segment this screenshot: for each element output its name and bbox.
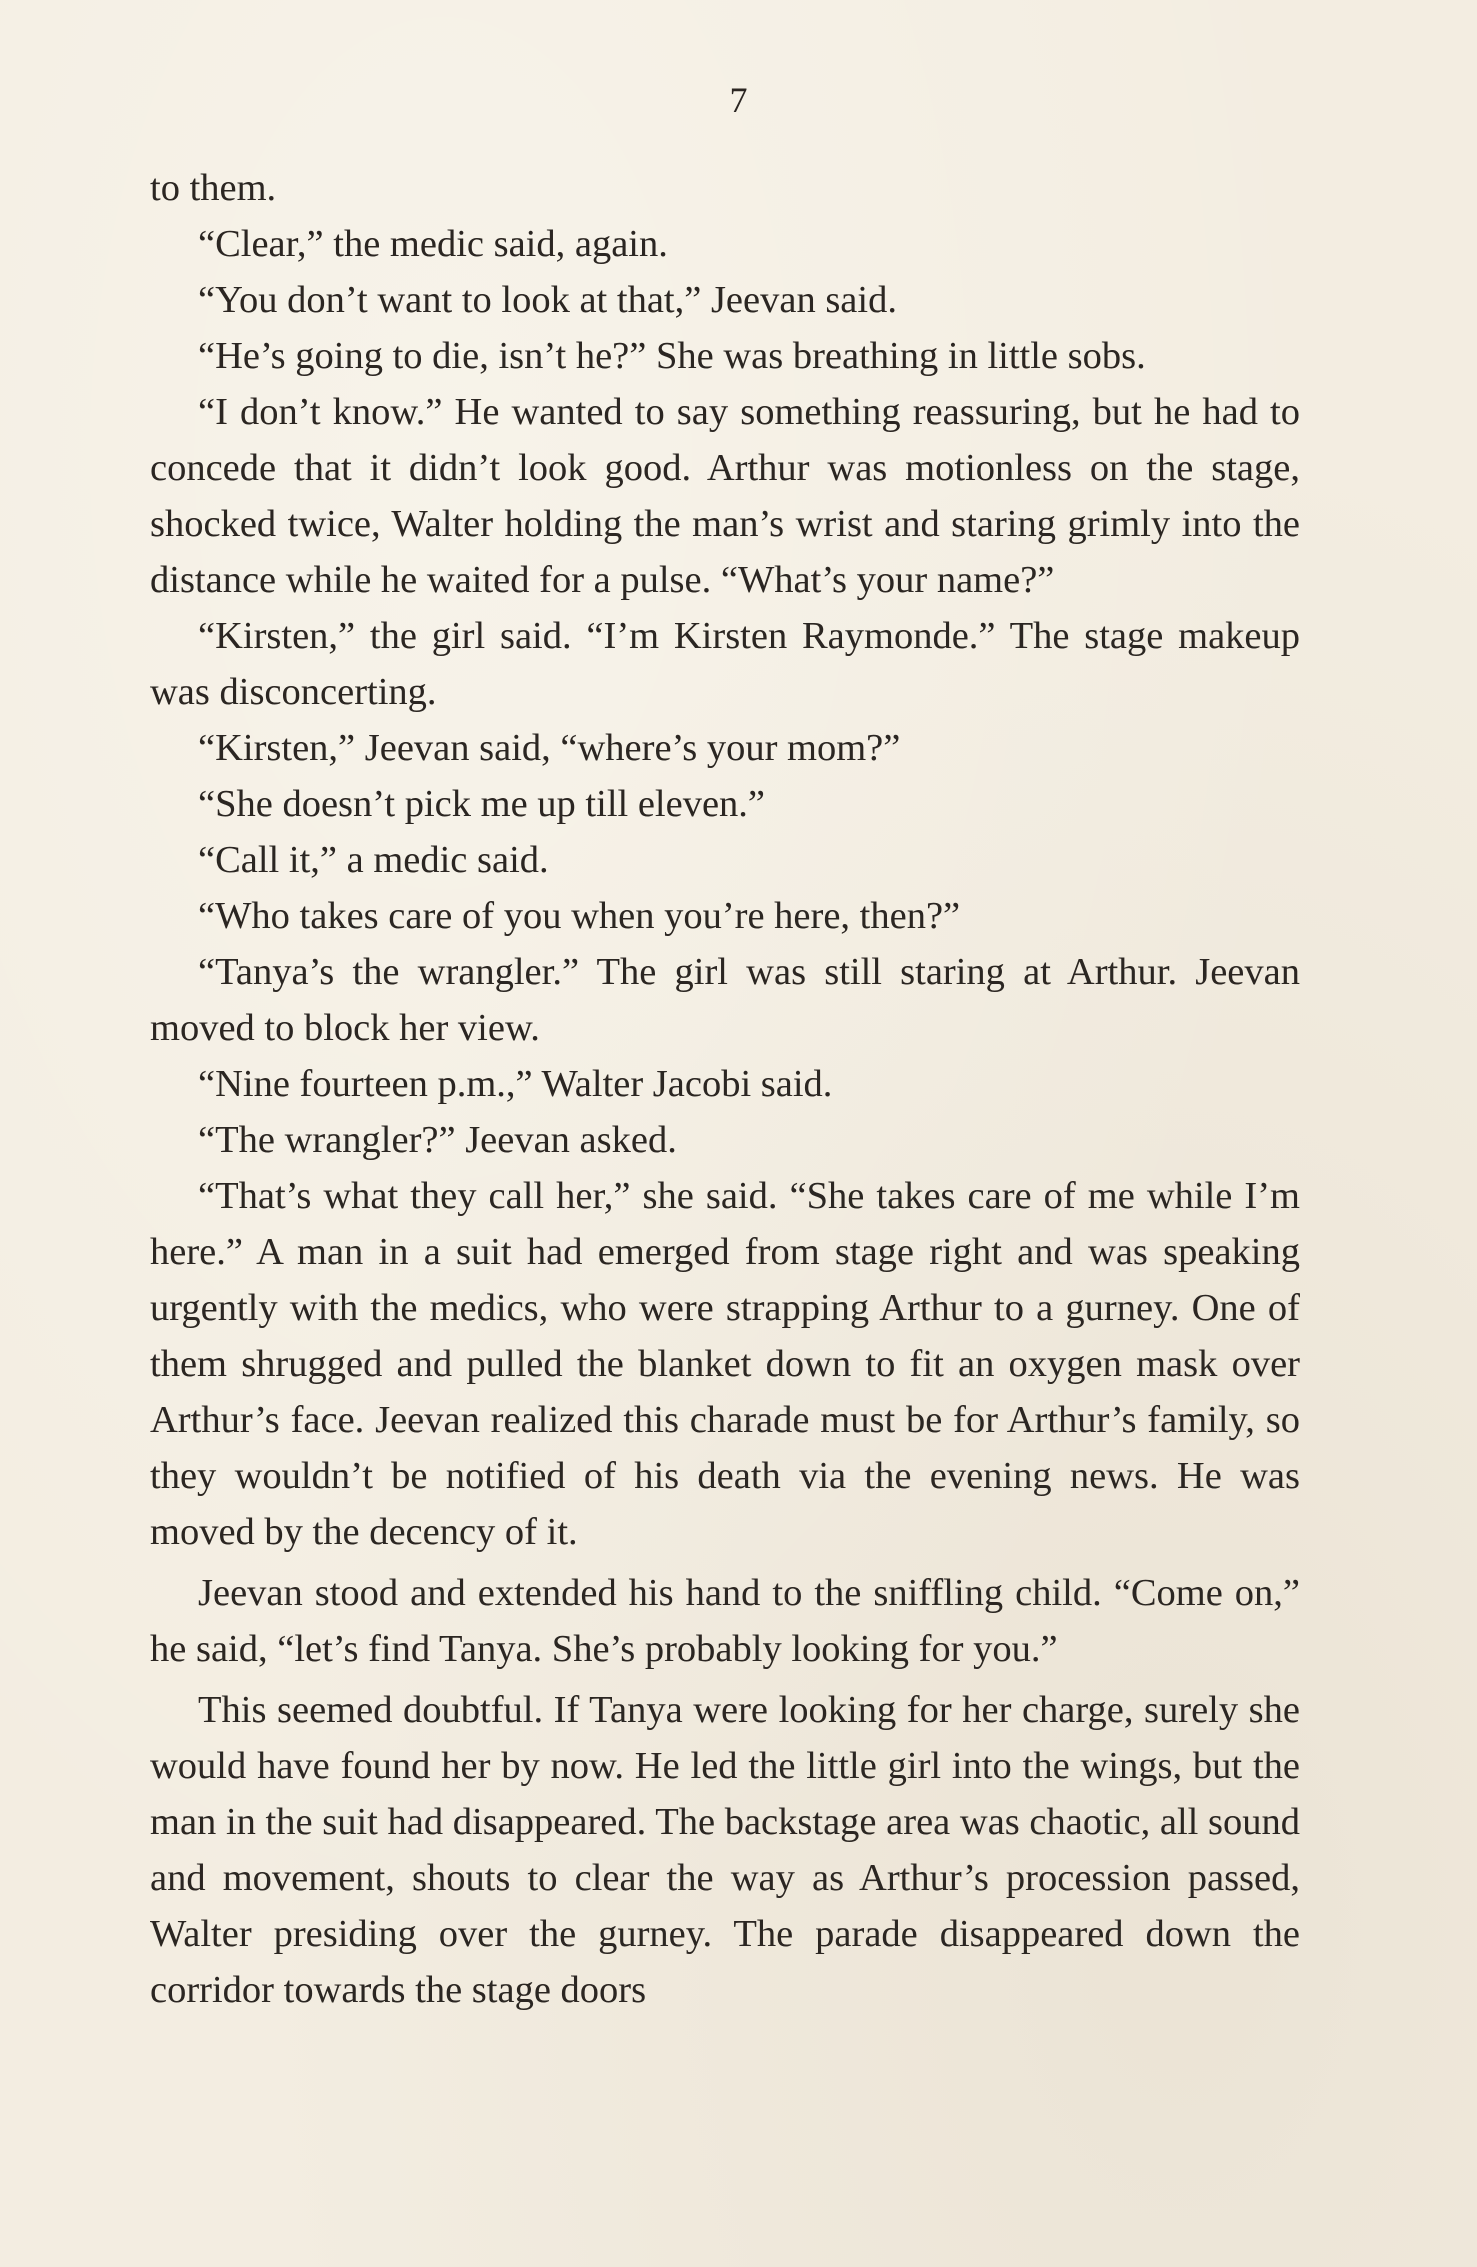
paragraph: “Who takes care of you when you’re here, then?”: [198, 895, 961, 937]
paragraph: “Kirsten,” the girl said. “I’m Kirsten Raymonde.” The stage makeup was disconcerting.: [150, 615, 1300, 713]
paragraph: “You don’t want to look at that,” Jeevan said.: [198, 279, 897, 321]
paragraph: “The wrangler?” Jeevan asked.: [198, 1119, 677, 1161]
page-number: 7: [729, 80, 748, 120]
paragraph: “She doesn’t pick me up till eleven.”: [198, 783, 766, 825]
paragraph: “I don’t know.” He wanted to say something reassuring, but he had to concede that it didn’t look good. Arthur was motionless on the stage, shocked twice, Walter holding the man’s wrist and staring grimly into the distance while he waited for a pulse. “What’s your name?”: [150, 391, 1300, 601]
paragraph: “Nine fourteen p.m.,” Walter Jacobi said.: [198, 1063, 833, 1105]
body-text: [150, 160, 1300, 2018]
paragraph: “He’s going to die, isn’t he?” She was breathing in little sobs.: [198, 335, 1146, 377]
paragraph: to them.: [150, 167, 277, 209]
paragraph: “Kirsten,” Jeevan said, “where’s your mom?”: [198, 727, 901, 769]
paragraph: “Clear,” the medic said, again.: [198, 223, 668, 265]
paragraph: “Tanya’s the wrangler.” The girl was still staring at Arthur. Jeevan moved to block her view.: [150, 951, 1300, 1049]
paragraph: “Call it,” a medic said.: [198, 839, 549, 881]
paragraph: “That’s what they call her,” she said. “She takes care of me while I’m here.” A man in a suit had emerged from stage right and was speaking urgently with the medics, who were strapping Arthur to a gurney. One of them shrugged and pulled the blanket down to fit an oxygen mask over Arthur’s face. Jeevan realized this charade must be for Arthur’s family, so they wouldn’t be notified of his death via the evening news. He was moved by the decency of it.: [150, 1175, 1300, 1553]
paragraph: This seemed doubtful. If Tanya were looking for her charge, surely she would have found her by now. He led the little girl into the wings, but the man in the suit had disappeared. The backstage area was chaotic, all sound and movement, shouts to clear the way as Arthur’s procession passed, Walter presiding over the gurney. The parade disappeared down the corridor towards the stage doors: [150, 1689, 1300, 2011]
paragraph: Jeevan stood and extended his hand to the sniffling child. “Come on,” he said, “let’s find Tanya. She’s probably looking for you.”: [150, 1572, 1300, 1670]
